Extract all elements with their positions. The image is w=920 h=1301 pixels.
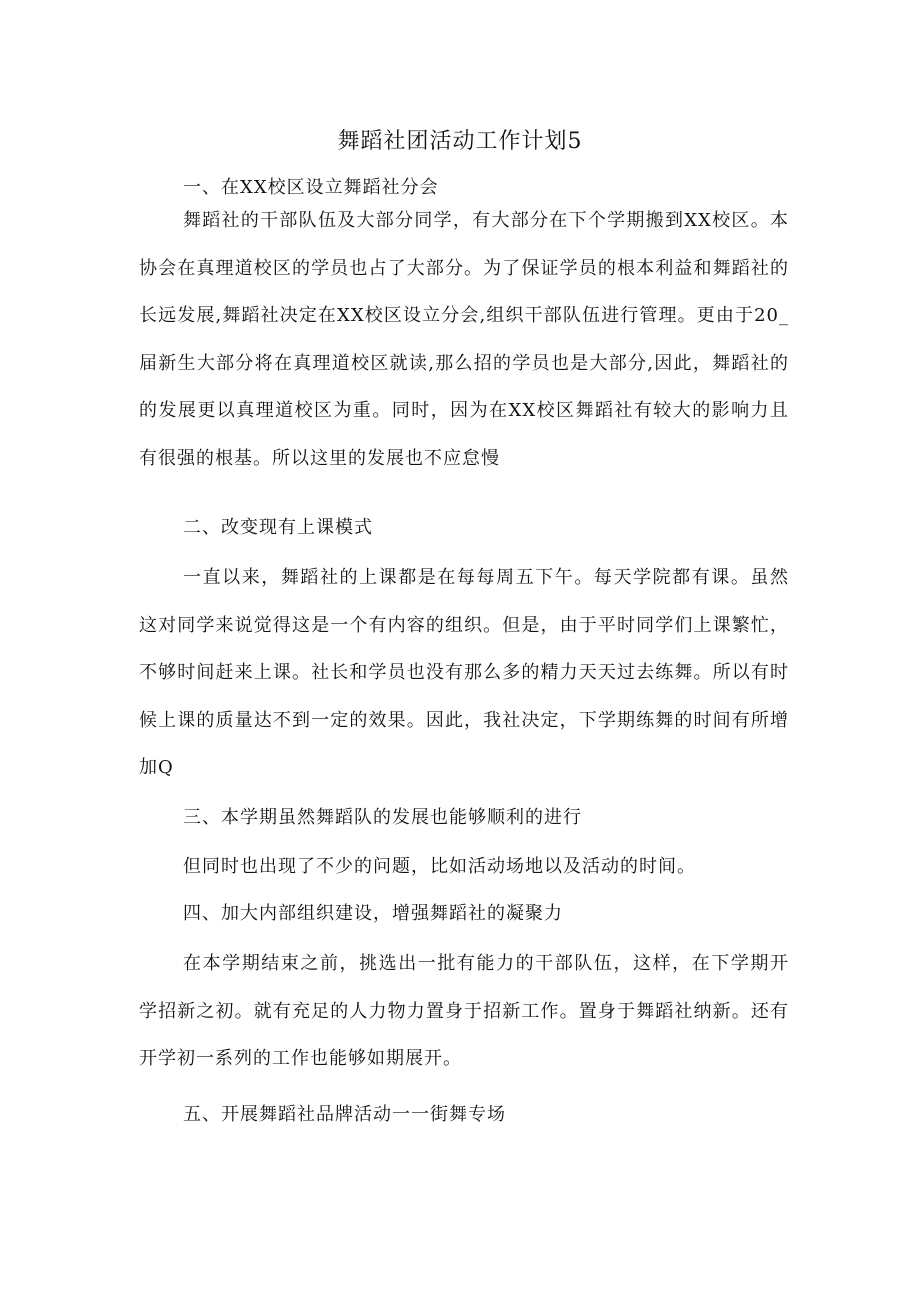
section-heading-3: 三、本学期虽然舞蹈队的发展也能够顺利的进行: [183, 807, 582, 828]
section-heading-2: 二、改变现有上课模式: [183, 517, 373, 538]
section-body-1: 舞蹈社的干部队伍及大部分同学，有大部分在下个学期搬到XX校区。本协会在真理道校区的学员也占了大部分。为了保证学员的根本利益和舞蹈社的长远发展,舞蹈社决定在XX校区设立分会,组织干部队伍进行管理。更由于20_届新生大部分将在真理道校区就读,那么招的学员也是大部分,因此，舞蹈社的的发展更以真理道校区为重。同时，因为在XX校区舞蹈社有较大的影响力且有很强的根基。所以这里的发展也不应怠慢: [139, 210, 789, 469]
section-body-2: 一直以来，舞蹈社的上课都是在每每周五下午。每天学院都有课。虽然这对同学来说觉得这是一个有内容的组织。但是，由于平时同学们上课繁忙，不够时间赶来上课。社长和学员也没有那么多的精力天天过去练舞。所以有时候上课的质量达不到一定的效果。因此，我社决定，下学期练舞的时间有所增加Q: [139, 567, 789, 778]
section-heading-4: 四、加大内部组织建设，增强舞蹈社的凝聚力: [183, 903, 563, 924]
section-heading-5: 五、开展舞蹈社品牌活动一一街舞专场: [183, 1104, 506, 1125]
document-title: 舞蹈社团活动工作计划5: [337, 129, 583, 154]
section-heading-1: 一、在XX校区设立舞蹈社分会: [183, 177, 439, 198]
section-body-4: 在本学期结束之前，挑选出一批有能力的干部队伍，这样，在下学期开学招新之初。就有充足的人力物力置身于招新工作。置身于舞蹈社纳新。还有开学初一系列的工作也能够如期展开。: [139, 953, 789, 1069]
section-body-3: 但同时也出现了不少的问题，比如活动场地以及活动的时间。: [183, 856, 696, 877]
